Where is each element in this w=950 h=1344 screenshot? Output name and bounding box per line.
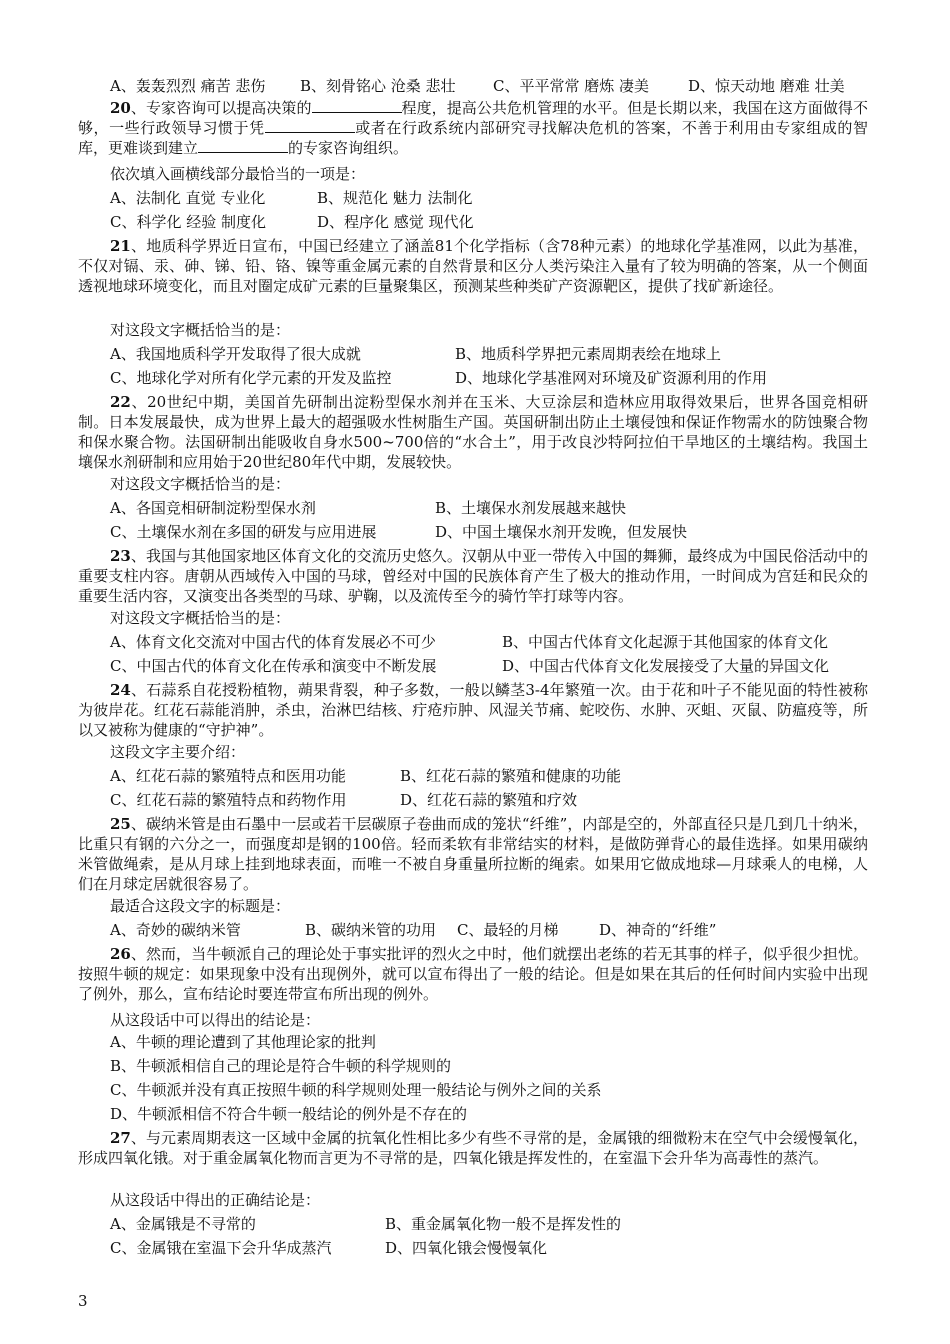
q27-option-d: D、四氧化锇会慢慢氧化 — [385, 1239, 548, 1257]
q22-option-c: C、土壤保水剂在多国的研发与应用进展 — [110, 523, 377, 541]
q26-option-c: C、牛顿派并没有真正按照牛顿的科学规则处理一般结论与例外之间的关系 — [110, 1081, 602, 1099]
page-number: 3 — [78, 1292, 88, 1310]
q19-option-c: C、平平常常 磨炼 凄美 — [493, 77, 650, 95]
q27-stem — [78, 1128, 868, 1168]
q23-option-b: B、中国古代体育文化起源于其他国家的体育文化 — [502, 633, 829, 651]
q20-blank-2 — [265, 118, 355, 133]
q25-stem — [78, 814, 868, 894]
q22-prompt: 对这段文字概括恰当的是： — [110, 475, 291, 493]
q19-option-b: B、刻骨铭心 沧桑 悲壮 — [300, 77, 456, 95]
q25-option-c: C、最轻的月梯 — [457, 921, 559, 939]
q23-number: 23 — [110, 547, 131, 565]
q19-option-d: D、惊天动地 磨难 壮美 — [688, 77, 845, 95]
q22-options-row2 — [110, 522, 687, 542]
q21-option-b: B、地质科学界把元素周期表绘在地球上 — [455, 345, 722, 363]
q23-options-row2 — [110, 656, 829, 676]
q26-option-a: A、牛顿的理论遭到了其他理论家的批判 — [110, 1033, 376, 1051]
q21-option-d: D、地球化学基准网对环境及矿资源利用的作用 — [455, 369, 768, 387]
q26-option-b: B、牛顿派相信自己的理论是符合牛顿的科学规则的 — [110, 1057, 452, 1075]
q20-options-row1 — [110, 188, 473, 208]
q24-options-row1 — [110, 766, 621, 786]
q23-prompt: 对这段文字概括恰当的是： — [110, 609, 291, 627]
q21-option-a: A、我国地质科学开发取得了很大成就 — [110, 345, 361, 363]
q19-options — [110, 76, 845, 96]
q26-option-d: D、牛顿派相信不符合牛顿一般结论的例外是不存在的 — [110, 1105, 468, 1123]
q20-option-a: A、法制化 直觉 专业化 — [110, 189, 266, 207]
q27-number: 27 — [110, 1129, 131, 1147]
q27-text: 、与元素周期表这一区域中金属的抗氧化性相比多少有些不寻常的是，金属锇的细微粉末在空气中会缓慢氧化，形成四氧化锇。对于重金属氧化物而言更为不寻常的是，四氧化锇是挥发性的，在室温下会升华为高毒性的蒸汽。 — [78, 1129, 868, 1167]
q22-option-a: A、各国竞相研制淀粉型保水剂 — [110, 499, 316, 517]
q27-prompt: 从这段话中得出的正确结论是： — [110, 1191, 321, 1209]
q26-number: 26 — [110, 945, 131, 963]
q23-stem — [78, 546, 868, 606]
q27-option-b: B、重金属氧化物一般不是挥发性的 — [385, 1215, 622, 1233]
q24-option-c: C、红花石蒜的繁殖特点和药物作用 — [110, 791, 347, 809]
q24-option-b: B、红花石蒜的繁殖和健康的功能 — [400, 767, 622, 785]
q20-option-c: C、科学化 经验 制度化 — [110, 213, 267, 231]
q25-option-d: D、神奇的“纤维” — [599, 921, 717, 939]
q22-option-d: D、中国土壤保水剂开发晚，但发展快 — [435, 523, 688, 541]
q20-blank-1 — [312, 98, 402, 113]
q21-text: 、地质科学界近日宣布，中国已经建立了涵盖81个化学指标（含78种元素）的地球化学基准网，以此为基准，不仅对镉、汞、砷、锑、铅、铬、镍等重金属元素的自然背景和区分人类污染注入量有了较为明确的答案，从一个侧面透视地球环境变化，而且对圈定成矿元素的巨量聚集区，预测某些种类矿产资源靶区，提供了找矿新途径。 — [78, 237, 868, 295]
q23-options-row1 — [110, 632, 828, 652]
q27-option-c: C、金属锇在室温下会升华成蒸汽 — [110, 1239, 332, 1257]
q20-options-row2 — [110, 212, 474, 232]
q26-stem — [78, 944, 868, 1004]
q24-prompt: 这段文字主要介绍： — [110, 743, 246, 761]
q20-number: 20 — [110, 99, 131, 117]
q23-option-d: D、中国古代体育文化发展接受了大量的异国文化 — [502, 657, 830, 675]
q21-number: 21 — [110, 237, 131, 255]
q20-option-b: B、规范化 魅力 法制化 — [317, 189, 473, 207]
q22-stem — [78, 392, 868, 472]
q27-options-row2 — [110, 1238, 547, 1258]
q25-option-a: A、奇妙的碳纳米管 — [110, 921, 241, 939]
q21-options-row2 — [110, 368, 767, 388]
q21-stem — [78, 236, 868, 296]
q26-text: 、然而，当牛顿派自己的理论处于事实批评的烈火之中时，他们就摆出老练的若无其事的样子，似乎很少担忧。按照牛顿的规定：如果现象中没有出现例外，就可以宣布得出了一般的结论。但是如果在其后的任何时间内实验中出现了例外，那么，宣布结论时要连带宣布所出现的例外。 — [78, 945, 868, 1003]
q27-option-a: A、金属锇是不寻常的 — [110, 1215, 256, 1233]
q22-options-row1 — [110, 498, 626, 518]
q22-number: 22 — [110, 393, 131, 411]
q20-text-4: 的专家咨询组织。 — [288, 139, 409, 157]
q24-number: 24 — [110, 681, 131, 699]
q21-prompt: 对这段文字概括恰当的是： — [110, 321, 291, 339]
q20-prompt: 依次填入画横线部分最恰当的一项是： — [110, 165, 366, 183]
q24-option-d: D、红花石蒜的繁殖和疗效 — [400, 791, 578, 809]
q22-text: 、20世纪中期，美国首先研制出淀粉型保水剂并在玉米、大豆涂层和造林应用取得效果后，世界各国竞相研制。日本发展最快，成为世界上最大的超强吸水性树脂生产国。英国研制出防止土壤侵蚀和保证作物需水的防蚀聚合物和保水聚合物。法国研制出能吸收自身水500~700倍的“水合土”，用于改良沙特阿拉伯干旱地区的土壤结构。我国土壤保水剂研制和应用始于20世纪80年代中期，发展较快。 — [78, 393, 868, 471]
q20-text-3: 或者在行政系统内部研究寻找解决危机的答案，不善于利用由专家组成的智库，更难谈到建立 — [78, 119, 868, 157]
q21-options-row1 — [110, 344, 721, 364]
q19-option-a: A、轰轰烈烈 痛苦 悲伤 — [110, 77, 266, 95]
q26-prompt: 从这段话中可以得出的结论是： — [110, 1011, 321, 1029]
q22-option-b: B、土壤保水剂发展越来越快 — [435, 499, 627, 517]
q20-stem — [78, 98, 868, 158]
q23-option-a: A、体育文化交流对中国古代的体育发展必不可少 — [110, 633, 436, 651]
q21-option-c: C、地球化学对所有化学元素的开发及监控 — [110, 369, 392, 387]
q20-text-1: 、专家咨询可以提高决策的 — [130, 99, 312, 117]
q20-option-d: D、程序化 感觉 现代化 — [317, 213, 474, 231]
q25-options — [110, 920, 716, 940]
q25-text: 、碳纳米管是由石墨中一层或若干层碳原子卷曲而成的笼状“纤维”，内部是空的，外部直径只是几到几十纳米，比重只有钢的六分之一，而强度却是钢的100倍。轻而柔软有非常结实的材料，是做防弹背心的最佳选择。如果用碳纳米管做绳索，是从月球上挂到地球表面，而唯一不被自身重量所拉断的绳索。如果用它做成地球—月球乘人的电梯，人们在月球定居就很容易了。 — [78, 815, 868, 893]
q25-number: 25 — [110, 815, 131, 833]
q24-options-row2 — [110, 790, 577, 810]
q24-text: 、石蒜系自花授粉植物，蒴果背裂，种子多数，一般以鳞茎3-4年繁殖一次。由于花和叶子不能见面的特性被称为彼岸花。红花石蒜能消肿，杀虫，治淋巴结核、疔疮疖肿、风湿关节痛、蛇咬伤、水肿、灭蛆、灭鼠、防瘟疫等，所以又被称为健康的“守护神”。 — [78, 681, 868, 739]
q20-text-2: 程度，提高公共危机管理的水平。但是长期以来，我国在这方面做得不够，一些行政领导习惯于凭 — [78, 99, 868, 137]
q23-option-c: C、中国古代的体育文化在传承和演变中不断发展 — [110, 657, 437, 675]
q25-prompt: 最适合这段文字的标题是： — [110, 897, 291, 915]
q23-text: 、我国与其他国家地区体育文化的交流历史悠久。汉朝从中亚一带传入中国的舞狮，最终成为中国民俗活动中的重要支柱内容。唐朝从西域传入中国的马球，曾经对中国的民族体育产生了极大的推动作用，一时间成为宫廷和民众的重要生活内容，又演变出各类型的马球、驴鞠，以及流传至今的骑竹竿打球等内容。 — [78, 547, 868, 605]
q20-blank-3 — [198, 138, 288, 153]
q24-option-a: A、红花石蒜的繁殖特点和医用功能 — [110, 767, 346, 785]
q24-stem — [78, 680, 868, 740]
q27-options-row1 — [110, 1214, 621, 1234]
q25-option-b: B、碳纳米管的功用 — [305, 921, 437, 939]
